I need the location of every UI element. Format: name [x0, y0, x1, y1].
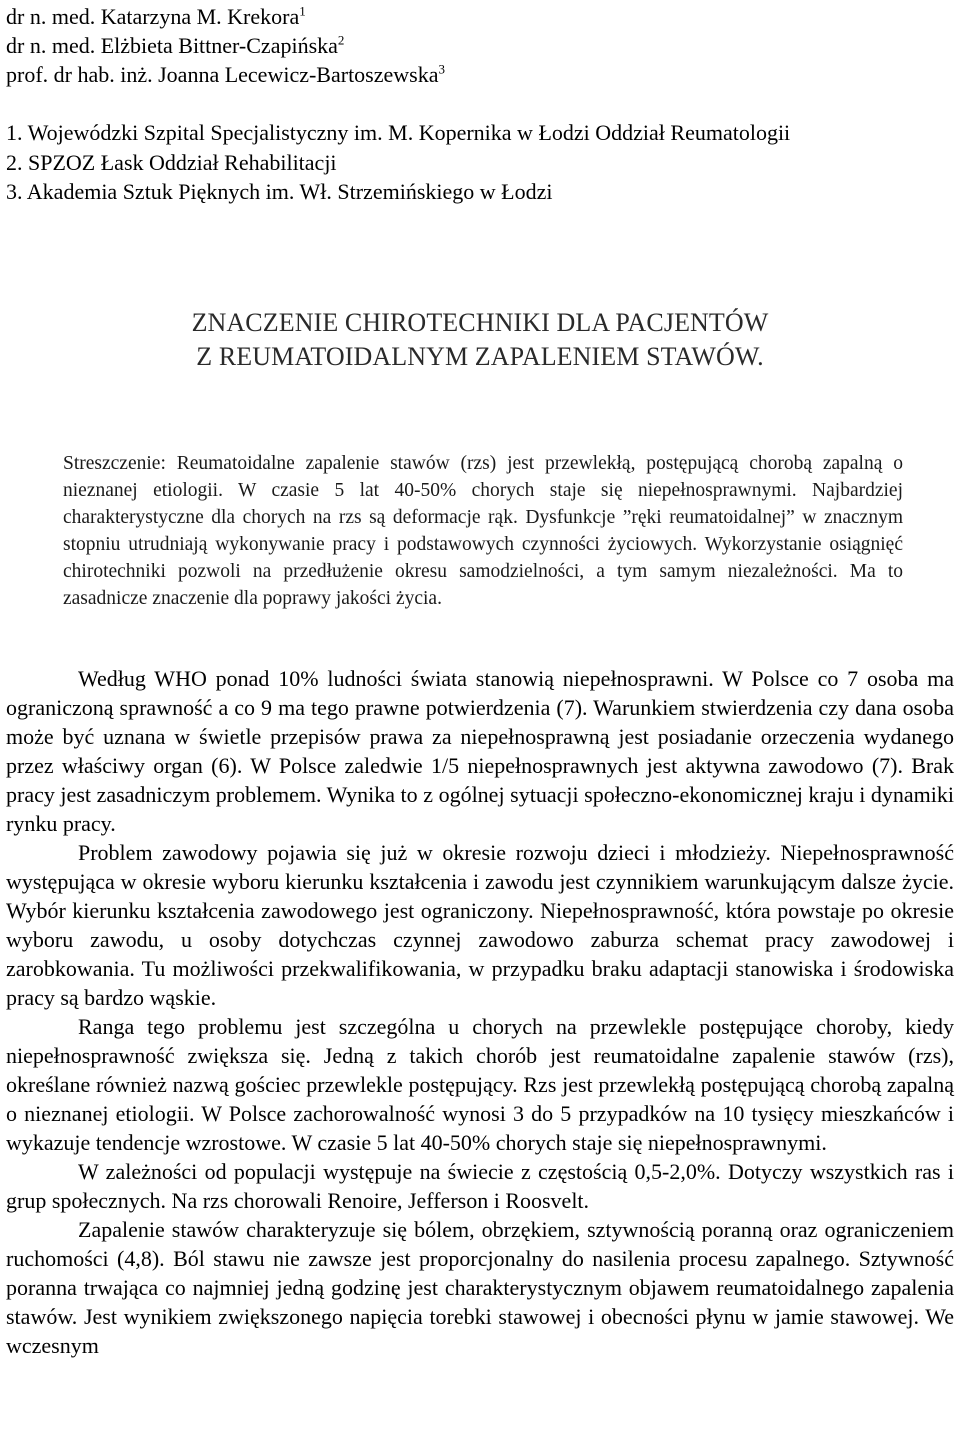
- author-list: [6, 2, 445, 89]
- author-3: prof. dr hab. inż. Joanna Lecewicz-Bartoszewska$^3$: [6, 61, 445, 87]
- author-1: dr n. med. Katarzyna M. Krekora$^1$: [6, 3, 306, 29]
- body-paragraph-4: W zależności od populacji występuje na świecie z częstością 0,5-2,0%. Dotyczy wszystkich ras i grup społecznych. Na rzs chorowali Renoire, Jefferson i Roosvelt.: [6, 1159, 954, 1213]
- affiliation-mark-1: 1: [299, 3, 306, 19]
- abstract-label: Streszczenie:: [63, 453, 166, 474]
- affiliation-mark-3: 3: [438, 61, 445, 77]
- affiliation-3: 3. Akademia Sztuk Pięknych im. Wł. Strzemińskiego w Łodzi: [6, 179, 553, 204]
- title-line-2: Z REUMATOIDALNYM ZAPALENIEM STAWÓW.: [196, 342, 764, 371]
- affiliation-1: 1. Wojewódzki Szpital Specjalistyczny im. M. Kopernika w Łodzi Oddział Reumatologii: [6, 120, 791, 145]
- body-text: [6, 664, 954, 1360]
- document-title: [6, 306, 954, 374]
- affiliation-2: 2. SPZOZ Łask Oddział Rehabilitacji: [6, 149, 337, 175]
- body-paragraph-5: Zapalenie stawów charakteryzuje się bólem, obrzękiem, sztywnością poranną oraz ograniczeniem ruchomości (4,8). Ból stawu nie zawsze jest proporcjonalny do nasilenia procesu zapalnego. Sztywność poranna trwająca co najmniej jedną godzinę jest charakterystycznym objawem reumatoidalnego zapalenia stawów. Jest wynikiem zwiększonego napięcia torebki stawowej i obecności płynu w jamie stawowej. We wczesnym: [6, 1217, 954, 1358]
- body-paragraph-1: Według WHO ponad 10% ludności świata stanowią niepełnosprawni. W Polsce co 7 osoba ma ograniczoną sprawność a co 9 ma tego prawne potwierdzenia (7). Warunkiem stwierdzenia czy dana osoba może być uznana w świetle przepisów prawa za niepełnosprawną jest posiadanie orzeczenia wydanego przez właściwy organ (6). W Polsce zaledwie 1/5 niepełnosprawnych jest aktywna zawodowo (7). Brak pracy jest zasadniczym problemem. Wynika to z ogólnej sytuacji społeczno-ekonomicznej kraju i dynamiki rynku pracy.: [6, 666, 954, 836]
- abstract: [63, 450, 903, 612]
- body-paragraph-2: Problem zawodowy pojawia się już w okresie rozwoju dzieci i młodzieży. Niepełnosprawność występująca w okresie wyboru kierunku kształcenia i zawodu jest czynnikiem warunkującym dalsze życie. Wybór kierunku kształcenia zawodowego jest ograniczony. Niepełnosprawność, która powstaje po okresie wyboru zawodu, u osoby dotychczas czynnej zawodowo zaburza schemat pracy zawodowej i zarobkowania. Tu możliwości przekwalifikowania, w przypadku braku adaptacji stanowiska i środowiska pracy są bardzo wąskie.: [6, 840, 954, 1010]
- title-line-1: ZNACZENIE CHIROTECHNIKI DLA PACJENTÓW: [191, 308, 769, 337]
- author-2: dr n. med. Elżbieta Bittner-Czapińska$^2$: [6, 32, 345, 58]
- body-paragraph-3: Ranga tego problemu jest szczególna u chorych na przewlekle postępujące choroby, kiedy niepełnosprawność zwiększa się. Jedną z takich chorób jest reumatoidalne zapalenie stawów (rzs), określane również nazwą gościec przewlekle postępujący. Rzs jest przewlekłą postępującą chorobą zapalną o nieznanej etiologii. W Polsce zachorowalność wynosi 3 do 5 przypadków na 10 tysięcy mieszkańców i wykazuje tendencje wzrostowe. W czasie 5 lat 40-50% chorych staje się niepełnosprawnymi.: [6, 1014, 954, 1155]
- abstract-text: Reumatoidalne zapalenie stawów (rzs) jest przewlekłą, postępującą chorobą zapalną o nieznanej etiologii. W czasie 5 lat 40-50% chorych staje się niepełnosprawnymi. Najbardziej charakterystyczne dla chorych na rzs są deformacje rąk. Dysfunkcje ”ręki reumatoidalnej” w znacznym stopniu utrudniają wykonywanie pracy i podstawowych czynności życiowych. Wykorzystanie osiągnięć chirotechniki pozwoli na przedłużenie okresu samodzielności, a tym samym niezależności. Ma to zasadnicze znaczenie dla poprawy jakości życia.: [63, 453, 903, 609]
- affiliation-list: [6, 118, 790, 207]
- affiliation-mark-2: 2: [337, 32, 345, 48]
